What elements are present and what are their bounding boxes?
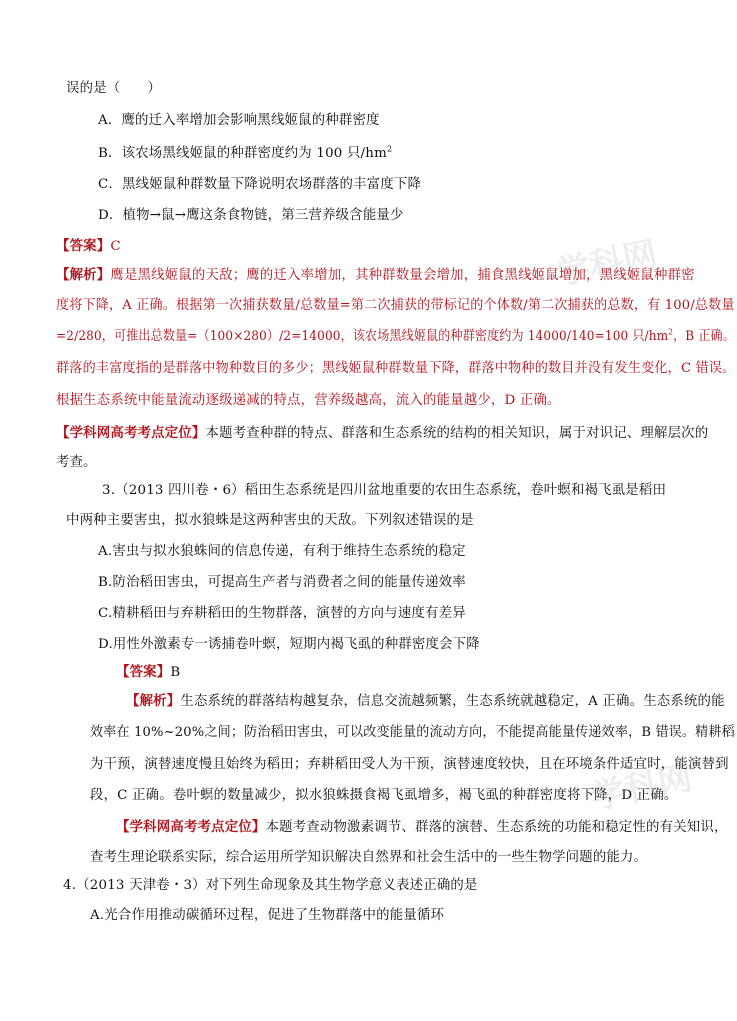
question-3-option-a: A.害虫与拟水狼蛛间的信息传递，有利于维持生态系统的稳定	[98, 544, 466, 559]
question-3-analysis-label: 【解析】	[126, 693, 181, 709]
watermark-logo: 学科网	[552, 233, 661, 295]
question-3-stem-line-1: 3.（2013 四川卷・6）稻田生态系统是四川盆地重要的农田生态系统，卷叶螟和褐飞虱是稻田	[102, 483, 667, 498]
knowledge-point-line-2: 考查。	[56, 455, 97, 470]
watermark-logo: 学科网	[587, 757, 696, 819]
answer-value: C	[110, 239, 121, 254]
question-3-option-d: D.用性外激素专一诱捕卷叶螟，短期内褐飞虱的种群密度会下降	[98, 637, 480, 652]
question-3-analysis-line-2: 效率在 10%~20%之间；防治稻田害虫，可以改变能量的流动方向，不能提高能量传递效率，B 错误。精耕稻	[90, 725, 735, 740]
analysis-line-4: 群落的丰富度指的是群落中物种数目的多少；黑线姬鼠种群数量下降，群落中物种的数目并没有发生变化，C 错误。	[56, 361, 736, 376]
knowledge-point-label: 【学科网高考考点定位】	[56, 425, 206, 441]
question-3-analysis-line-1: 【解析】生态系统的群落结构越复杂，信息交流越频繁，生态系统就越稳定，A 正确。生态系统的能	[126, 693, 725, 709]
question-3-analysis-line-4: 段，C 正确。卷叶螟的数量减少，拟水狼蛛摄食褐飞虱增多，褐飞虱的种群密度将下降，D 正确。	[90, 788, 678, 803]
question-4-stem: 4.（2013 天津卷・3）对下列生命现象及其生物学意义表述正确的是	[63, 878, 478, 893]
analysis-line-5: 根据生态系统中能量流动逐级递减的特点，营养级越高，流入的能量越少，D 正确。	[56, 393, 561, 408]
option-d: D．植物→鼠→鹰这条食物链，第三营养级含能量少	[98, 208, 404, 223]
question-3-knowledge-point-line-1: 【学科网高考考点定位】本题考查动物激素调节、群落的演替、生态系统的功能和稳定性的有关知识，	[116, 819, 728, 835]
option-c: C．黑线姬鼠种群数量下降说明农场群落的丰富度下降	[98, 177, 422, 192]
question-3-knowledge-point-label: 【学科网高考考点定位】	[116, 819, 266, 835]
knowledge-point-line-1: 【学科网高考考点定位】本题考查种群的特点、群落和生态系统的结构的相关知识，属于对识记、理解层次的	[56, 425, 709, 441]
question-3-answer-label: 【答案】	[116, 664, 171, 680]
answer-line	[56, 237, 121, 256]
question-stem-end: 误的是（ ）	[66, 81, 162, 96]
option-b: B．该农场黑线姬鼠的种群密度约为 100 只$/hm^2$	[98, 144, 393, 161]
question-3-option-b: B.防治稻田害虫，可提高生产者与消费者之间的能量传递效率	[98, 575, 466, 590]
question-3-analysis-line-3: 为干预，演替速度慢且始终为稻田；弃耕稻田受人为干预，演替速度较快，且在环境条件适宜时，能演替到	[90, 757, 729, 772]
question-3-answer-value: B	[170, 665, 181, 680]
analysis-line-2: 度将下降，A 正确。根据第一次捕获数量/总数量=第二次捕获的带标记的个体数/第二次捕获的总数，有 100/总数量	[56, 298, 735, 313]
question-3-stem-line-2: 中两种主要害虫，拟水狼蛛是这两种害虫的天敌。下列叙述错误的是	[66, 513, 474, 528]
analysis-label: 【解析】	[56, 267, 111, 283]
answer-label: 【答案】	[56, 238, 111, 254]
question-3-answer-line	[116, 663, 180, 682]
question-3-option-c: C.精耕稻田与弃耕稻田的生物群落，演替的方向与速度有差异	[98, 606, 466, 621]
analysis-line-1: 【解析】鹰是黑线姬鼠的天敌；鹰的迁入率增加，其种群数量会增加，捕食黑线姬鼠增加，黑线姬鼠种群密	[56, 267, 695, 283]
analysis-line-3: =2/280，可推出总数量=（100×280）/2=14000，该农场黑线姬鼠的种群密度约为 14000/140=100 只$/hm^2$，B 正确。	[56, 327, 735, 344]
question-3-knowledge-point-line-2: 查考生理论联系实际，综合运用所学知识解决自然界和社会生活中的一些生物学问题的能力。	[90, 850, 648, 865]
question-4-option-a: A.光合作用推动碳循环过程，促进了生物群落中的能量循环	[90, 908, 445, 923]
option-a: A．鹰的迁入率增加会影响黑线姬鼠的种群密度	[98, 113, 380, 128]
